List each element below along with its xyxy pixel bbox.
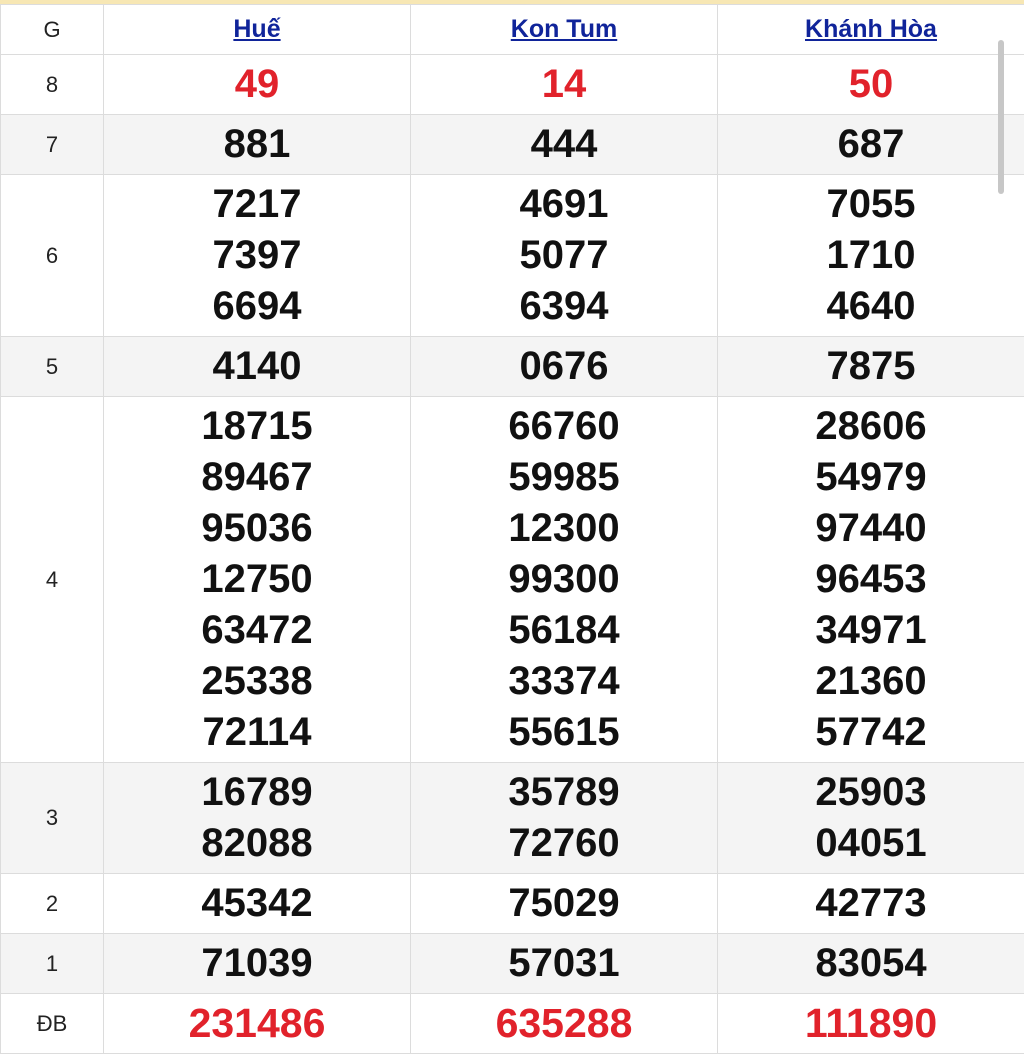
result-number: 4691 bbox=[519, 182, 609, 226]
prize-row-2 bbox=[1, 874, 1024, 934]
result-number: 7055 bbox=[826, 182, 916, 226]
province-header-khanh-hoa bbox=[718, 5, 1024, 55]
prize-label: 6 bbox=[1, 175, 104, 337]
province-link-hue[interactable]: Huế bbox=[233, 15, 281, 43]
result-number: 12300 bbox=[508, 506, 620, 550]
result-number: 12750 bbox=[201, 557, 313, 601]
result-number: 89467 bbox=[201, 455, 313, 499]
result-cell bbox=[411, 874, 718, 934]
result-number: 95036 bbox=[201, 506, 313, 550]
result-number: 881 bbox=[223, 122, 291, 166]
result-number: 14 bbox=[541, 62, 587, 106]
result-number: 6694 bbox=[212, 284, 302, 328]
result-number: 28606 bbox=[815, 404, 927, 448]
result-number: 97440 bbox=[815, 506, 927, 550]
result-cell bbox=[718, 763, 1024, 874]
result-number: 42773 bbox=[815, 881, 927, 925]
result-number: 7217 bbox=[212, 182, 302, 226]
prize-row-5 bbox=[1, 337, 1024, 397]
result-number: 444 bbox=[530, 122, 598, 166]
prize-column-header: G bbox=[1, 5, 104, 55]
result-number: 83054 bbox=[815, 941, 927, 985]
special-prize-number: 111890 bbox=[804, 1000, 938, 1046]
result-number: 6394 bbox=[519, 284, 609, 328]
prize-label: 4 bbox=[1, 397, 104, 763]
result-number: 25903 bbox=[815, 770, 927, 814]
result-cell bbox=[104, 934, 411, 994]
province-header-kon-tum bbox=[411, 5, 718, 55]
special-prize-number: 635288 bbox=[495, 1000, 633, 1046]
result-number: 72760 bbox=[508, 821, 620, 865]
result-number: 5077 bbox=[519, 233, 609, 277]
result-cell bbox=[718, 175, 1024, 337]
prize-row-8 bbox=[1, 55, 1024, 115]
result-cell bbox=[104, 397, 411, 763]
result-cell bbox=[718, 55, 1024, 115]
result-cell bbox=[411, 55, 718, 115]
result-number: 16789 bbox=[201, 770, 313, 814]
result-cell bbox=[104, 337, 411, 397]
result-number: 75029 bbox=[508, 881, 620, 925]
result-number: 25338 bbox=[201, 659, 313, 703]
result-cell bbox=[411, 397, 718, 763]
prize-label: 3 bbox=[1, 763, 104, 874]
prize-row-7 bbox=[1, 115, 1024, 175]
result-cell bbox=[718, 934, 1024, 994]
special-prize-number: 231486 bbox=[188, 1000, 326, 1046]
result-number: 57031 bbox=[508, 941, 620, 985]
result-number: 99300 bbox=[508, 557, 620, 601]
result-number: 21360 bbox=[815, 659, 927, 703]
result-cell bbox=[411, 934, 718, 994]
result-number: 7397 bbox=[212, 233, 302, 277]
result-cell bbox=[104, 874, 411, 934]
province-link-kon-tum[interactable]: Kon Tum bbox=[510, 15, 618, 43]
result-number: 7875 bbox=[826, 344, 916, 388]
result-cell bbox=[411, 337, 718, 397]
result-number: 04051 bbox=[815, 821, 927, 865]
result-cell bbox=[718, 115, 1024, 175]
result-cell bbox=[411, 115, 718, 175]
result-number: 57742 bbox=[815, 710, 927, 754]
prize-label: 5 bbox=[1, 337, 104, 397]
result-number: 50 bbox=[848, 62, 894, 106]
province-header-hue bbox=[104, 5, 411, 55]
result-cell bbox=[718, 397, 1024, 763]
result-number: 54979 bbox=[815, 455, 927, 499]
result-cell bbox=[411, 994, 718, 1054]
result-cell bbox=[104, 175, 411, 337]
result-cell bbox=[104, 994, 411, 1054]
result-number: 4140 bbox=[212, 344, 302, 388]
result-number: 0676 bbox=[519, 344, 609, 388]
result-cell bbox=[718, 994, 1024, 1054]
prize-label: 1 bbox=[1, 934, 104, 994]
result-number: 35789 bbox=[508, 770, 620, 814]
result-cell bbox=[411, 175, 718, 337]
result-cell bbox=[411, 763, 718, 874]
lottery-results-table bbox=[0, 4, 1024, 1054]
header-row bbox=[1, 5, 1024, 55]
prize-row-1 bbox=[1, 934, 1024, 994]
result-cell bbox=[718, 874, 1024, 934]
result-number: 71039 bbox=[201, 941, 313, 985]
result-number: 66760 bbox=[508, 404, 620, 448]
province-link-khanh-hoa[interactable]: Khánh Hòa bbox=[805, 15, 937, 43]
result-number: 63472 bbox=[201, 608, 313, 652]
result-number: 34971 bbox=[815, 608, 927, 652]
result-number: 82088 bbox=[201, 821, 313, 865]
prize-label: 7 bbox=[1, 115, 104, 175]
result-number: 1710 bbox=[826, 233, 916, 277]
result-cell bbox=[104, 115, 411, 175]
prize-label: 2 bbox=[1, 874, 104, 934]
prize-row-4 bbox=[1, 397, 1024, 763]
result-number: 4640 bbox=[826, 284, 916, 328]
prize-row-special bbox=[1, 994, 1024, 1054]
prize-row-6 bbox=[1, 175, 1024, 337]
result-number: 55615 bbox=[508, 710, 620, 754]
prize-label: 8 bbox=[1, 55, 104, 115]
result-number: 96453 bbox=[815, 557, 927, 601]
result-cell bbox=[718, 337, 1024, 397]
prize-row-3 bbox=[1, 763, 1024, 874]
result-cell bbox=[104, 55, 411, 115]
result-cell bbox=[104, 763, 411, 874]
result-number: 49 bbox=[234, 62, 280, 106]
result-number: 687 bbox=[837, 122, 905, 166]
result-number: 72114 bbox=[202, 710, 312, 754]
prize-label: ĐB bbox=[1, 994, 104, 1054]
scrollbar-thumb[interactable] bbox=[998, 40, 1004, 194]
result-number: 33374 bbox=[508, 659, 620, 703]
result-number: 18715 bbox=[201, 404, 313, 448]
result-number: 56184 bbox=[508, 608, 620, 652]
result-number: 45342 bbox=[201, 881, 313, 925]
result-number: 59985 bbox=[508, 455, 620, 499]
